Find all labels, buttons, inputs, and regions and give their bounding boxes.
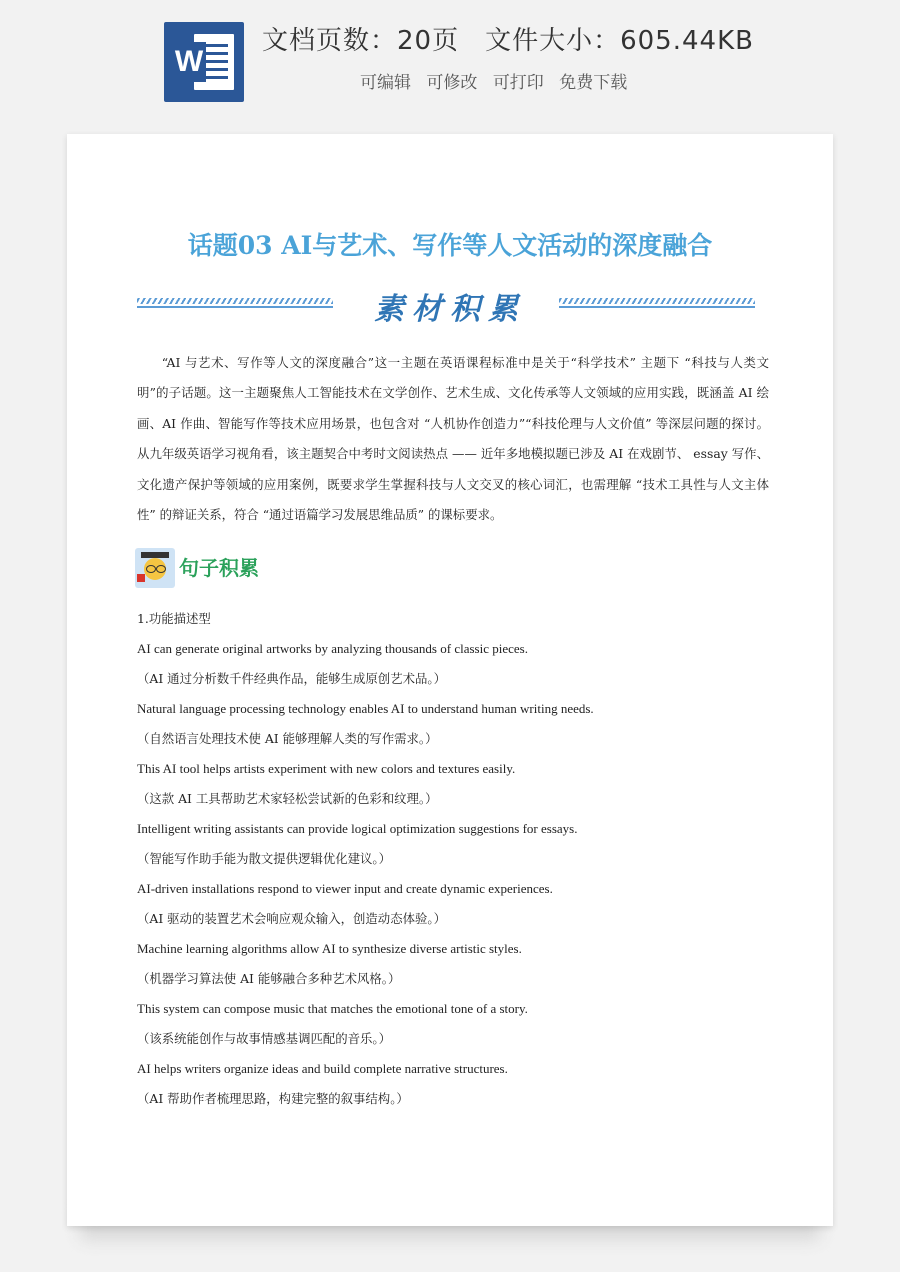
sentence-list — [137, 604, 777, 1114]
material-heading-row — [67, 284, 833, 327]
section-title: 句子积累 — [179, 556, 259, 580]
intro-paragraph: “AI 与艺术、写作等人文的深度融合”这一主题在英语课程标准中是关于“科学技术” 主题下 “科技与人类文明”的子话题。这一主题聚焦人工智能技术在文学创作、艺术生成、文化传承等人文领域的应用实践，既涵盖 AI 绘画、AI 作曲、智能写作等技术应用场景，也包含对 “人机协作创造力”“科技伦理与人文价值” 等深层问题的探讨。从九年级英语学习视角看，该主题契合中考时文阅读热点 —— 近年多地模拟题已涉及 AI 在戏剧节、 essay 写作、文化遗产保护等领域的应用案例，既要求学生掌握科技与人文交叉的核心词汇，也需理解 “技术工具性与人文主体性” 的辩证关系，符合 “通过语篇学习发展思维品质” 的课标要求。 — [137, 355, 769, 523]
decorative-divider-right — [559, 298, 755, 310]
decorative-divider-left — [137, 298, 333, 310]
sentence-zh: 1.功能描述型 — [137, 611, 211, 626]
sentence-en: AI can generate original artworks by analyzing thousands of classic pieces. — [137, 641, 528, 656]
document-stats — [262, 20, 782, 60]
sentence-zh: （AI 通过分析数千件经典作品，能够生成原创艺术品。） — [137, 671, 446, 686]
feature-printable: 可打印 — [492, 73, 544, 93]
document-page — [67, 134, 833, 1226]
sentence-zh: （AI 帮助作者梳理思路，构建完整的叙事结构。） — [137, 1091, 409, 1106]
sentence-en: This AI tool helps artists experiment with new colors and textures easily. — [137, 761, 516, 776]
sentence-zh: （这款 AI 工具帮助艺术家轻松尝试新的色彩和纹理。） — [137, 791, 438, 806]
sentence-zh: （智能写作助手能为散文提供逻辑优化建议。） — [137, 851, 392, 866]
feature-free-download: 免费下载 — [559, 73, 628, 93]
sentence-zh: （该系统能创作与故事情感基调匹配的音乐。） — [137, 1031, 392, 1046]
sentence-en: This system can compose music that matches the emotional tone of a story. — [137, 1001, 528, 1016]
feature-editable: 可编辑 — [360, 73, 411, 93]
scholar-mascot-icon — [135, 548, 175, 588]
document-title: 话题03 AI与艺术、写作等人文活动的深度融合 — [187, 231, 713, 260]
page-count: 文档页数：20页 — [262, 26, 460, 56]
sentence-zh: （自然语言处理技术使 AI 能够理解人类的写作需求。） — [137, 731, 438, 746]
sentence-en: Intelligent writing assistants can provide logical optimization suggestions for essays. — [137, 821, 578, 836]
feature-modifiable: 可修改 — [426, 73, 478, 93]
sentence-en: AI-driven installations respond to viewer input and create dynamic experiences. — [137, 881, 553, 896]
section-header — [135, 546, 335, 590]
file-size: 文件大小：605.44KB — [485, 26, 754, 56]
sentence-en: AI helps writers organize ideas and build complete narrative structures. — [137, 1061, 508, 1076]
sentence-en: Machine learning algorithms allow AI to synthesize diverse artistic styles. — [137, 941, 522, 956]
material-heading: 素材积累 — [374, 292, 526, 327]
sentence-zh: （机器学习算法使 AI 能够融合多种艺术风格。） — [137, 971, 401, 986]
sentence-en: Natural language processing technology enables AI to understand human writing needs. — [137, 701, 594, 716]
word-document-icon — [164, 22, 244, 102]
document-features — [360, 68, 680, 92]
word-letter: W — [172, 42, 206, 82]
sentence-zh: （AI 驱动的装置艺术会响应观众输入，创造动态体验。） — [137, 911, 446, 926]
download-header — [0, 0, 900, 130]
